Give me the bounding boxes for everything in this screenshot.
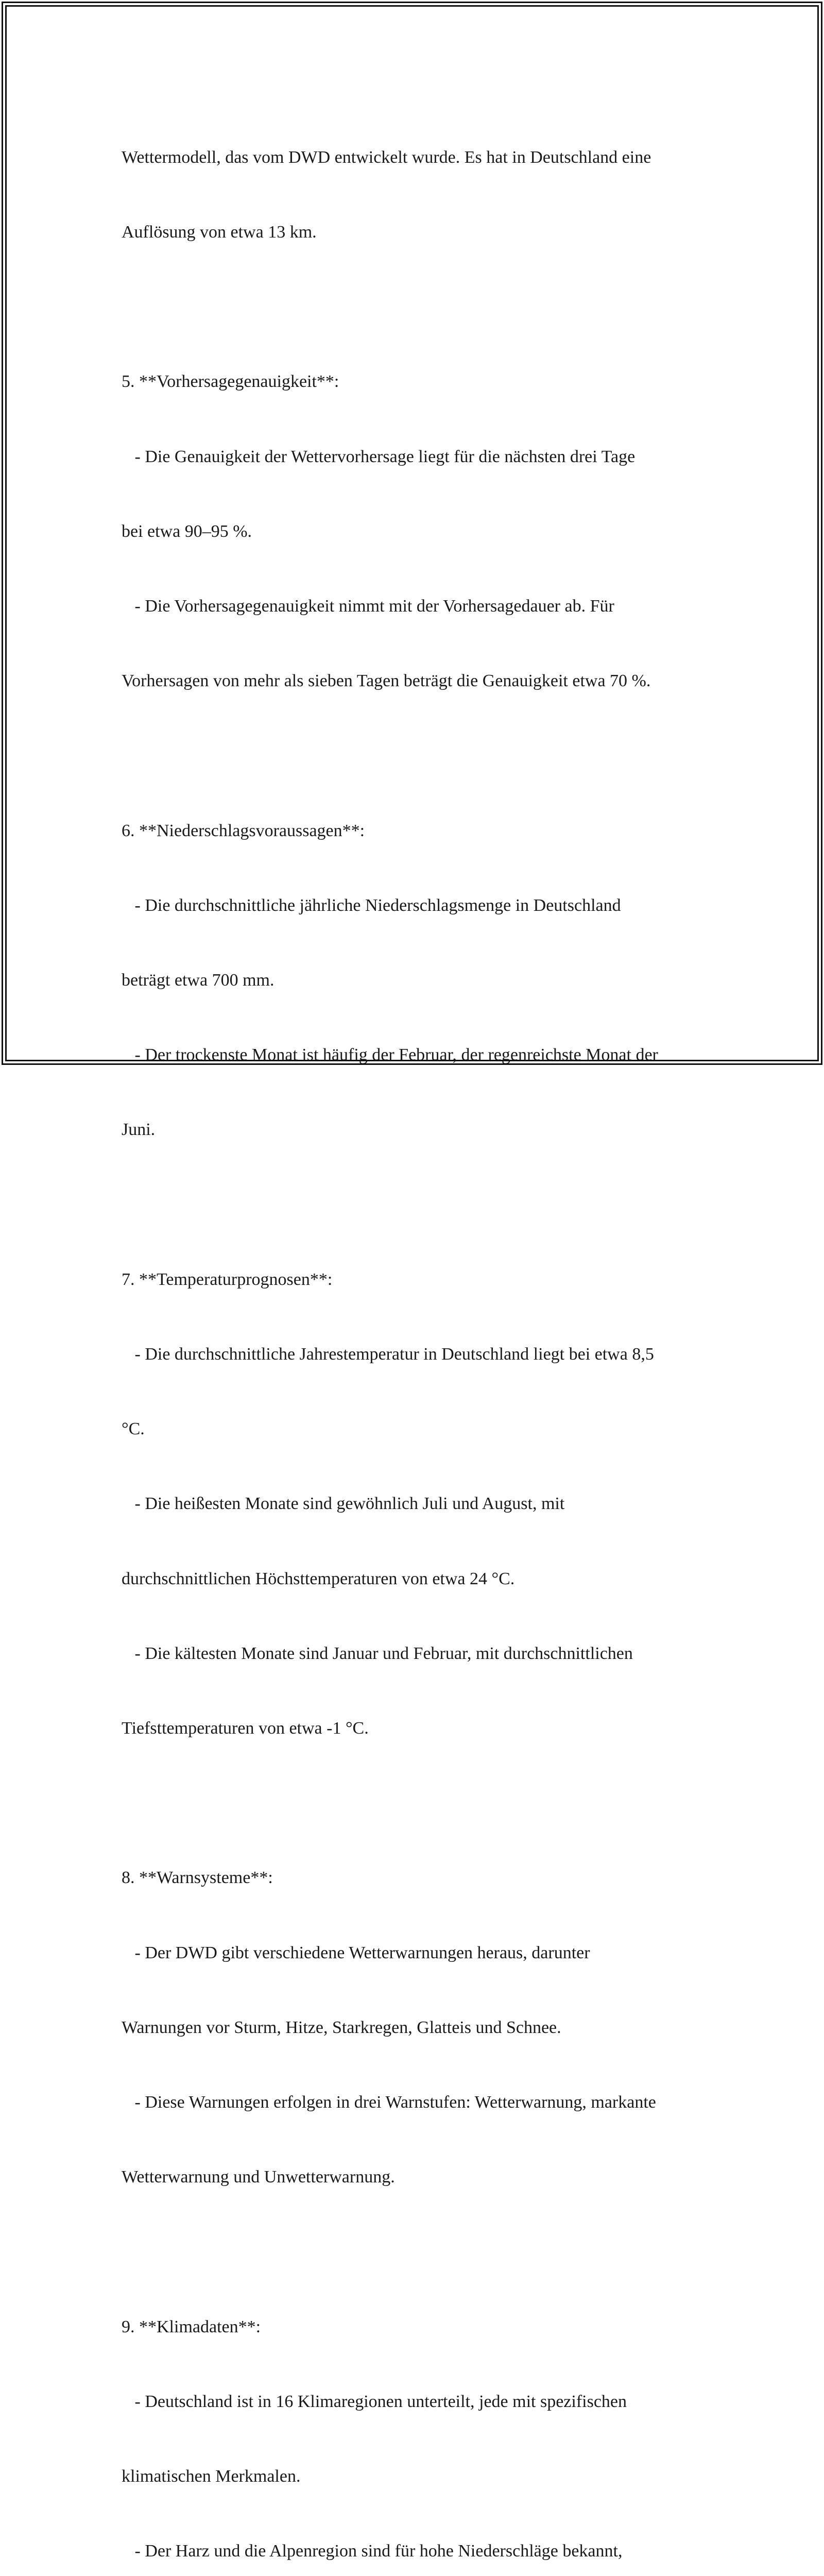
text-line: °C.: [122, 1419, 145, 1439]
section-heading: 7. **Temperaturprognosen**:: [122, 1269, 333, 1289]
text-line: Juni.: [122, 1120, 156, 1140]
section-heading: 9. **Klimadaten**:: [122, 2317, 261, 2336]
text-line: - Die Genauigkeit der Wettervorhersage liegt für die nächsten drei Tage: [122, 447, 636, 466]
blank-line: [122, 295, 709, 319]
text-line: Wetterwarnung und Unwetterwarnung.: [122, 2167, 395, 2187]
text-line: - Die durchschnittliche jährliche Niederschlagsmenge in Deutschland: [122, 895, 621, 915]
text-line: - Der Harz und die Alpenregion sind für hohe Niederschläge bekannt,: [122, 2541, 623, 2561]
text-line: Auflösung von etwa 13 km.: [122, 223, 317, 242]
document-body: [122, 95, 709, 2576]
section-heading: 8. **Warnsysteme**:: [122, 1868, 273, 1888]
section-heading: 6. **Niederschlagsvoraussagen**:: [122, 821, 365, 840]
text-line: - Diese Warnungen erfolgen in drei Warnstufen: Wetterwarnung, markante: [122, 2093, 656, 2112]
text-line: - Die Vorhersagegenauigkeit nimmt mit der Vorhersagedauer ab. Für: [122, 597, 614, 616]
blank-line: [122, 743, 709, 768]
blank-line: [122, 2240, 709, 2265]
text-line: - Deutschland ist in 16 Klimaregionen unterteilt, jede mit spezifischen: [122, 2392, 627, 2411]
text-line: - Die kältesten Monate sind Januar und Februar, mit durchschnittlichen: [122, 1643, 633, 1663]
text-line: - Die durchschnittliche Jahrestemperatur in Deutschland liegt bei etwa 8,5: [122, 1345, 654, 1364]
text-line: durchschnittlichen Höchsttemperaturen von etwa 24 °C.: [122, 1569, 515, 1588]
text-line: - Die heißesten Monate sind gewöhnlich Juli und August, mit: [122, 1494, 565, 1514]
text-line: - Der trockenste Monat ist häufig der Februar, der regenreichste Monat der: [122, 1045, 658, 1065]
text-line: klimatischen Merkmalen.: [122, 2467, 301, 2486]
blank-line: [122, 1791, 709, 1816]
text-line: beträgt etwa 700 mm.: [122, 971, 274, 990]
text-line: Tiefsttemperaturen von etwa -1 °C.: [122, 1719, 369, 1738]
text-line: - Der DWD gibt verschiedene Wetterwarnungen heraus, darunter: [122, 1943, 590, 1962]
blank-line: [122, 1193, 709, 1217]
text-line: bei etwa 90–95 %.: [122, 521, 252, 541]
text-line: Vorhersagen von mehr als sieben Tagen beträgt die Genauigkeit etwa 70 %.: [122, 671, 651, 691]
text-line: Warnungen vor Sturm, Hitze, Starkregen, Glatteis und Schnee.: [122, 2018, 561, 2037]
section-heading: 5. **Vorhersagegenauigkeit**:: [122, 372, 339, 392]
text-line: Wettermodell, das vom DWD entwickelt wurde. Es hat in Deutschland eine: [122, 147, 651, 167]
